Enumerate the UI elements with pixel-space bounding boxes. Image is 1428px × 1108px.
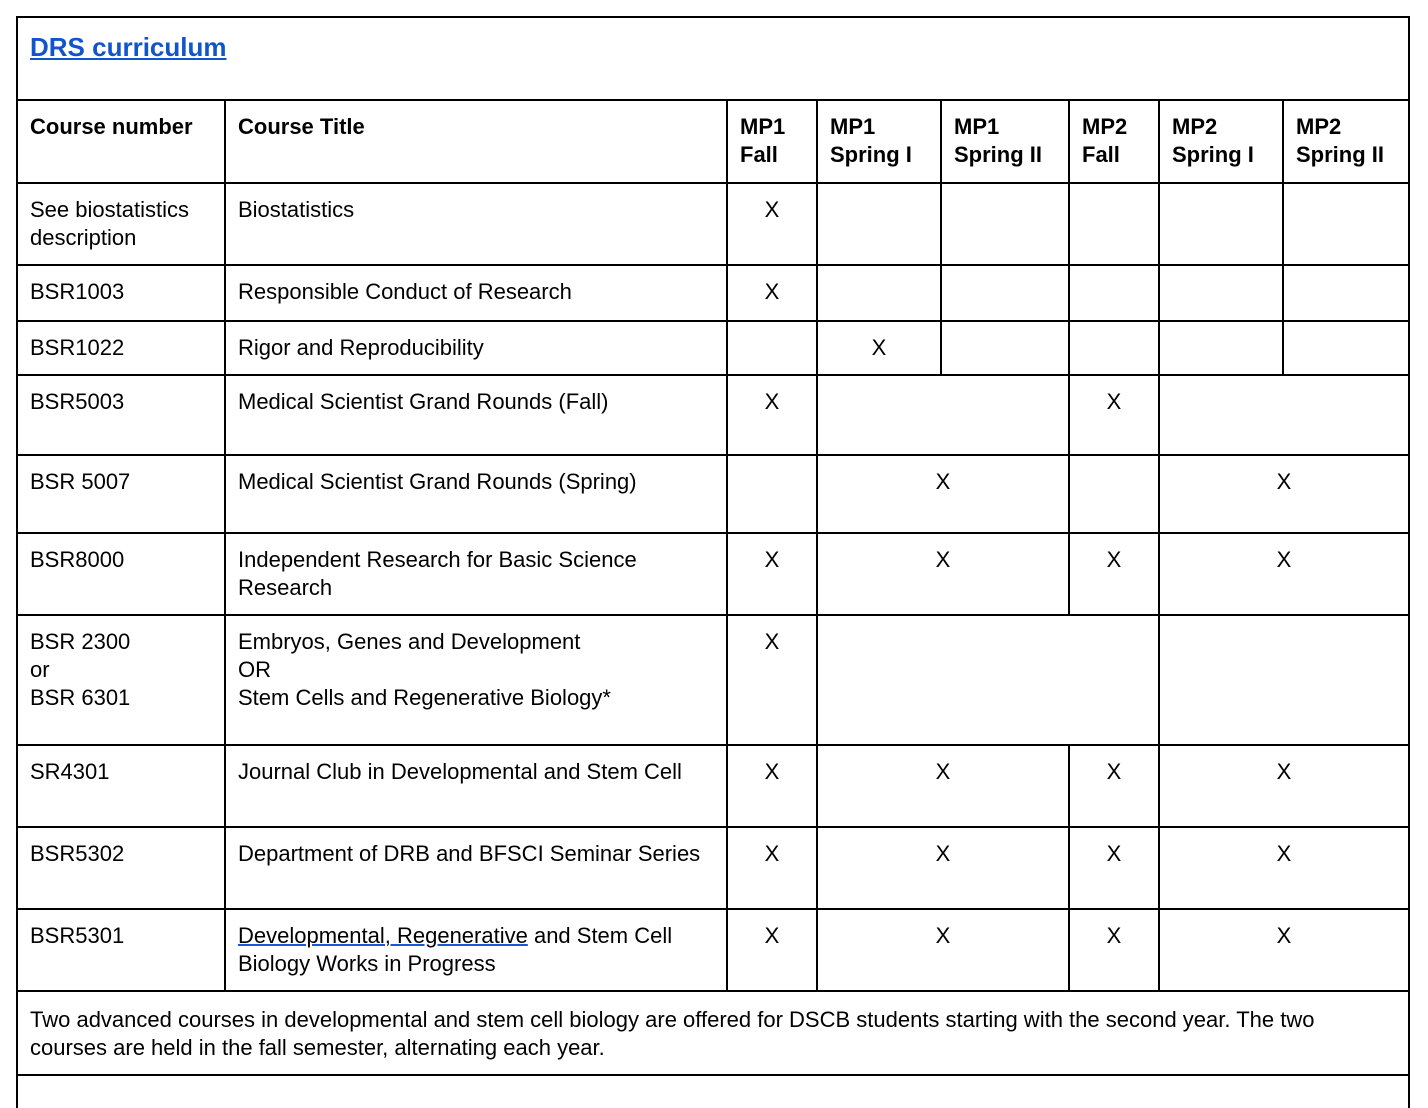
mark-mp1-spring: X — [817, 827, 1069, 909]
header-course-title: Course Title — [225, 101, 727, 183]
header-mp2-spring-2: MP2 Spring II — [1283, 101, 1408, 183]
course-title: Biostatistics — [225, 183, 727, 265]
empty-cell — [1159, 321, 1283, 375]
table-row — [18, 455, 1408, 533]
mark-mp1-fall: X — [727, 183, 817, 265]
empty-cell — [1283, 321, 1408, 375]
mark-mp2-fall: X — [1069, 533, 1159, 615]
mark-mp2-fall: X — [1069, 909, 1159, 991]
mark-mp1-spring: X — [817, 909, 1069, 991]
mark-mp1-spring: X — [817, 455, 1069, 533]
course-number: BSR5003 — [18, 375, 225, 455]
empty-cell — [1159, 615, 1408, 745]
mark-mp2-spring: X — [1159, 909, 1408, 991]
mark-mp2-fall: X — [1069, 375, 1159, 455]
header-mp2-fall: MP2 Fall — [1069, 101, 1159, 183]
empty-cell — [1069, 183, 1159, 265]
course-number: See biostatistics description — [18, 183, 225, 265]
mark-mp2-spring: X — [1159, 455, 1408, 533]
course-title: Responsible Conduct of Research — [225, 265, 727, 321]
header-row — [18, 101, 1408, 183]
mark-mp1-spring: X — [817, 533, 1069, 615]
mark-mp1-spring-1: X — [817, 321, 941, 375]
mark-mp2-spring: X — [1159, 745, 1408, 827]
table-row — [18, 183, 1408, 265]
table-row — [18, 827, 1408, 909]
empty-cell — [1069, 265, 1159, 321]
course-title: Embryos, Genes and Development OR Stem Cells and Regenerative Biology* — [225, 615, 727, 745]
table-row — [18, 745, 1408, 827]
empty-cell — [727, 455, 817, 533]
mark-mp1-fall: X — [727, 745, 817, 827]
document — [16, 16, 1410, 1108]
empty-cell — [1159, 265, 1283, 321]
mark-mp1-fall: X — [727, 909, 817, 991]
empty-cell — [1283, 265, 1408, 321]
course-title: Medical Scientist Grand Rounds (Fall) — [225, 375, 727, 455]
empty-cell — [817, 375, 1069, 455]
empty-cell — [1159, 375, 1408, 455]
course-number: BSR 5007 — [18, 455, 225, 533]
empty-cell — [1069, 321, 1159, 375]
empty-cell — [817, 615, 1159, 745]
empty-cell — [941, 265, 1069, 321]
header-mp1-spring-1: MP1 Spring I — [817, 101, 941, 183]
course-title: Rigor and Reproducibility — [225, 321, 727, 375]
empty-cell — [1283, 183, 1408, 265]
course-number: BSR8000 — [18, 533, 225, 615]
mark-mp1-spring: X — [817, 745, 1069, 827]
empty-cell — [817, 265, 941, 321]
table-row — [18, 615, 1408, 745]
title-row — [18, 18, 1408, 101]
curriculum-table — [18, 101, 1408, 992]
header-mp1-spring-2: MP1 Spring II — [941, 101, 1069, 183]
mark-mp2-fall: X — [1069, 827, 1159, 909]
course-number: BSR1003 — [18, 265, 225, 321]
course-number: BSR 2300 or BSR 6301 — [18, 615, 225, 745]
mark-mp2-fall: X — [1069, 745, 1159, 827]
curriculum-title-link[interactable]: DRS curriculum — [30, 32, 227, 62]
course-title: Independent Research for Basic Science Research — [225, 533, 727, 615]
mark-mp1-fall: X — [727, 827, 817, 909]
empty-cell — [727, 321, 817, 375]
table-row — [18, 265, 1408, 321]
header-course-number: Course number — [18, 101, 225, 183]
empty-cell — [1159, 183, 1283, 265]
course-number: SR4301 — [18, 745, 225, 827]
table-row — [18, 375, 1408, 455]
empty-cell — [941, 183, 1069, 265]
mark-mp1-fall: X — [727, 533, 817, 615]
course-number: BSR5301 — [18, 909, 225, 991]
mark-mp2-spring: X — [1159, 827, 1408, 909]
mark-mp1-fall: X — [727, 615, 817, 745]
course-title: Department of DRB and BFSCI Seminar Series — [225, 827, 727, 909]
footnote: Two advanced courses in developmental and stem cell biology are offered for DSCB students starting with the second year. The two courses are held in the fall semester, alternating each year. — [18, 990, 1408, 1076]
table-row — [18, 321, 1408, 375]
course-title — [225, 909, 727, 991]
mark-mp1-fall: X — [727, 375, 817, 455]
spellcheck-underlined-text: Developmental, Regenerative — [238, 923, 528, 948]
mark-mp1-fall: X — [727, 265, 817, 321]
table-row — [18, 909, 1408, 991]
header-mp2-spring-1: MP2 Spring I — [1159, 101, 1283, 183]
course-title: Medical Scientist Grand Rounds (Spring) — [225, 455, 727, 533]
course-title-rest: and Stem Cell Biology Works in Progress — [238, 923, 673, 976]
empty-cell — [1069, 455, 1159, 533]
course-number: BSR5302 — [18, 827, 225, 909]
empty-cell — [817, 183, 941, 265]
course-number: BSR1022 — [18, 321, 225, 375]
header-mp1-fall: MP1 Fall — [727, 101, 817, 183]
mark-mp2-spring: X — [1159, 533, 1408, 615]
table-row — [18, 533, 1408, 615]
course-title: Journal Club in Developmental and Stem Cell — [225, 745, 727, 827]
empty-cell — [941, 321, 1069, 375]
